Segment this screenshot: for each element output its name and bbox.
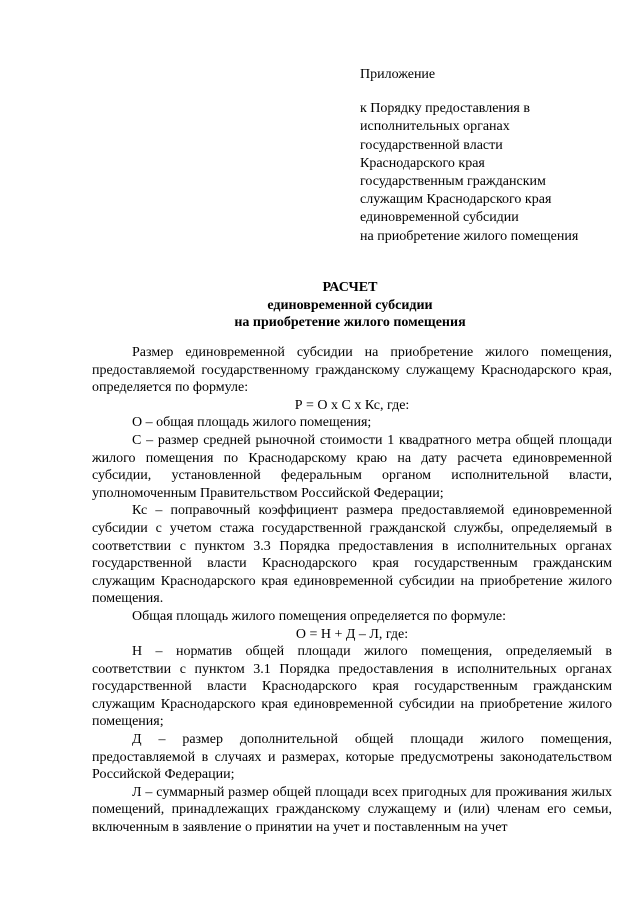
heading-title: РАСЧЕТ <box>322 280 378 295</box>
heading-subtitle: единовременной субсидии <box>267 297 433 313</box>
paragraph: Н – норматив общей площади жилого помещения, определяемый в соответствии с пунктом 3.1 Порядка предоставления в исполнительных органах государственной власти Краснодарского края государственным гражданским служащим Краснодарского края единовременной субсидии на приобретение жилого помещения; <box>92 644 612 730</box>
appendix-line: Краснодарского края <box>360 155 485 171</box>
appendix-line: исполнительных органах <box>360 119 510 135</box>
appendix-title: Приложение <box>360 67 436 82</box>
paragraph: Размер единовременной субсидии на приобретение жилого помещения, предоставляемой государственному гражданскому служащему Краснодарского края, определяется по формуле: <box>92 345 612 396</box>
document-body <box>92 344 612 837</box>
paragraph: О – общая площадь жилого помещения; <box>132 415 372 431</box>
paragraph: С – размер средней рыночной стоимости 1 квадратного метра общей площади жилого помещения по Краснодарскому краю на дату расчета единовременной субсидии, установленной федеральным органом исполнительной власти, уполномоченным Правительством Российской Федерации; <box>92 432 612 501</box>
appendix-line: единовременной субсидии <box>360 210 519 226</box>
appendix-line: государственной власти <box>360 137 503 153</box>
appendix-line: на приобретение жилого помещения <box>360 228 579 244</box>
appendix-line: служащим Краснодарского края <box>360 192 552 208</box>
paragraph: Д – размер дополнительной общей площади жилого помещения, предоставляемой в случаях и размерах, которые предусмотрены законодательством Российской Федерации; <box>92 732 612 783</box>
formula: О = Н + Д – Л, где: <box>295 626 409 642</box>
paragraph: Кс – поправочный коэффициент размера предоставляемой единовременной субсидии с учетом стажа государственной гражданской службы, определяемый в соответствии с пунктом 3.3 Порядка предоставления в исполнительных органах государственной власти Краснодарского края государственным гражданским служащим Краснодарского края единовременной субсидии на приобретение жилого помещения. <box>92 503 612 607</box>
appendix-block <box>360 66 630 246</box>
heading-subtitle: на приобретение жилого помещения <box>234 315 466 330</box>
paragraph: Л – суммарный размер общей площади всех пригодных для проживания жилых помещений, принадлежащих гражданскому служащему и (или) членам его семьи, включенным в заявление о принятии на учет и поставленным на учет <box>92 784 612 836</box>
paragraph: Общая площадь жилого помещения определяется по формуле: <box>132 608 507 624</box>
appendix-line: к Порядку предоставления в <box>360 101 530 117</box>
appendix-line: государственным гражданским <box>360 174 546 190</box>
document-heading <box>90 279 610 332</box>
formula: Р = О х С х Кс, где: <box>294 397 410 413</box>
